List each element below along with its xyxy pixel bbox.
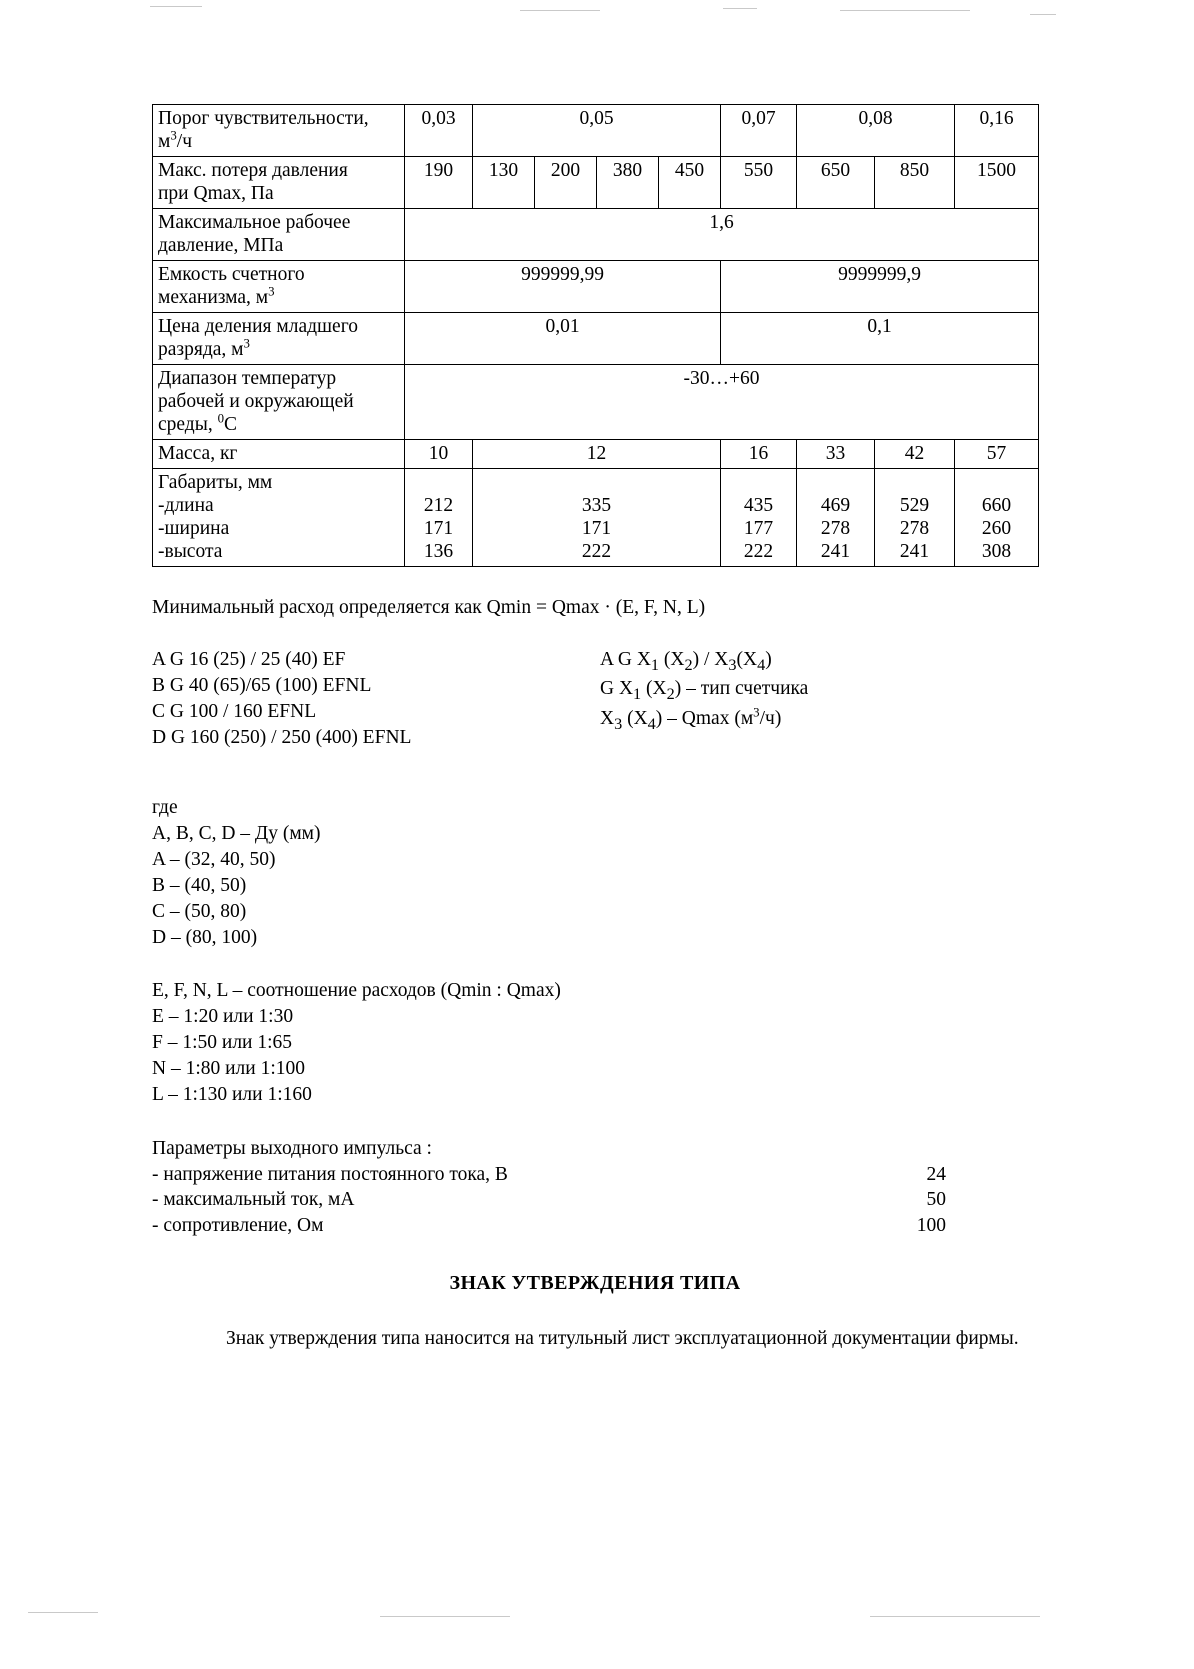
table-cell: 1,6: [405, 209, 1039, 261]
dim-width: 278: [820, 518, 851, 539]
table-cell-dimensions: [955, 469, 1039, 567]
flow-ratio-block: [152, 978, 1038, 1108]
subscript: 1: [650, 655, 660, 674]
dim-length: 469: [820, 495, 851, 516]
note-min-flow: Минимальный расход определяется как Qmin = Qmax · (E, F, N, L): [152, 597, 706, 618]
label-line: С: [224, 414, 238, 435]
table-cell: 200: [535, 157, 597, 209]
superscript: 0: [217, 411, 225, 426]
dim-width: 278: [899, 518, 930, 539]
txt: ) – тип счетчика: [674, 678, 809, 700]
approval-paragraph: Знак утверждения типа наносится на титульный лист эксплуатационной документации фирмы.: [226, 1328, 1019, 1350]
pulse-param-row: [152, 1162, 1038, 1188]
scan-artifact: [723, 8, 757, 9]
table-cell: 12: [473, 440, 721, 469]
label-line: рабочей и окружающей: [158, 391, 354, 412]
code-line-a: A G 16 (25) / 25 (40) EF: [152, 648, 346, 670]
superscript: 3: [243, 336, 250, 351]
table-cell: 550: [721, 157, 797, 209]
txt: (X: [659, 648, 685, 670]
dim-width: 177: [743, 518, 774, 539]
label-line: Максимальное рабочее: [158, 212, 351, 233]
dim-length: 335: [581, 495, 612, 516]
dim-height: 308: [981, 541, 1012, 562]
code-designation-block: [152, 647, 1038, 769]
table-cell: 999999,99: [405, 261, 721, 313]
label-line: Макс. потеря давления: [158, 160, 348, 181]
label-line: разряда, м: [158, 339, 244, 360]
table-cell: 130: [473, 157, 535, 209]
where-line-abcd: A, B, C, D – Ду (мм): [152, 822, 321, 844]
pulse-param-row: [152, 1187, 1038, 1213]
txt: (X: [641, 678, 667, 700]
subscript: 2: [666, 685, 675, 704]
label-line: механизма, м: [158, 287, 269, 308]
subscript: 1: [633, 685, 642, 704]
label-line: м: [158, 131, 171, 152]
txt: (X: [622, 707, 648, 729]
row-label-dimensions: [153, 469, 405, 567]
subscript: 4: [647, 714, 656, 733]
row-label-pressure-loss: [153, 157, 405, 209]
code-line-d: D G 160 (250) / 250 (400) EFNL: [152, 726, 412, 748]
table-cell-dimensions: [721, 469, 797, 567]
legend-line-meter-type: [600, 676, 1030, 706]
label-line: -ширина: [158, 518, 230, 539]
page-content: [152, 104, 1038, 1354]
subscript: 2: [684, 655, 693, 674]
dim-height: 241: [820, 541, 851, 562]
dim-width: 171: [581, 518, 612, 539]
label-line: Габариты, мм: [158, 472, 273, 493]
pulse-parameters-title: Параметры выходного импульса :: [152, 1138, 432, 1160]
ratio-heading: E, F, N, L – соотношение расходов (Qmin : Qmax): [152, 980, 561, 1002]
where-line-d: D – (80, 100): [152, 926, 258, 948]
label-line: Цена деления младшего: [158, 316, 358, 337]
ratio-line-f: F – 1:50 или 1:65: [152, 1032, 293, 1054]
table-row: [153, 157, 1039, 209]
row-label-division-value: [153, 313, 405, 365]
dim-height: 222: [743, 541, 774, 562]
table-row: [153, 365, 1039, 440]
scan-artifact: [150, 6, 202, 7]
superscript: 3: [170, 128, 177, 143]
label-line: при Qmax, Па: [158, 183, 274, 204]
table-cell: 450: [659, 157, 721, 209]
label-line: -высота: [158, 541, 223, 562]
dim-length: 212: [423, 495, 454, 516]
section-heading-approval-mark: ЗНАК УТВЕРЖДЕНИЯ ТИПА: [449, 1272, 741, 1295]
pulse-param-value: 50: [926, 1189, 946, 1211]
table-cell: 0,16: [955, 105, 1039, 157]
superscript: 3: [753, 705, 760, 720]
table-row: [153, 440, 1039, 469]
pulse-param-value: 24: [926, 1163, 946, 1185]
specifications-table: [152, 104, 1039, 567]
table-cell-dimensions: [797, 469, 875, 567]
table-cell: 0,08: [797, 105, 955, 157]
table-cell: 0,01: [405, 313, 721, 365]
table-cell: 42: [875, 440, 955, 469]
label-line: среды,: [158, 414, 218, 435]
row-label-temperature-range: [153, 365, 405, 440]
dim-height: 222: [581, 541, 612, 562]
table-cell-dimensions: [473, 469, 721, 567]
row-label-counter-capacity: [153, 261, 405, 313]
table-cell: 57: [955, 440, 1039, 469]
txt: ): [765, 648, 772, 670]
table-cell: -30…+60: [405, 365, 1039, 440]
dim-length: 529: [899, 495, 930, 516]
dim-length: 660: [981, 495, 1012, 516]
code-legend-right: [600, 647, 1030, 736]
table-cell: 380: [597, 157, 659, 209]
label-line: Порог чувствительности,: [158, 108, 369, 129]
txt: (X: [736, 648, 758, 670]
where-line-c: C – (50, 80): [152, 900, 247, 922]
code-line-b: B G 40 (65)/65 (100) EFNL: [152, 674, 372, 696]
dim-width: 260: [981, 518, 1012, 539]
where-line-a: A – (32, 40, 50): [152, 848, 276, 870]
legend-line-qmax: [600, 706, 1030, 736]
table-cell-dimensions: [405, 469, 473, 567]
table-cell: 0,03: [405, 105, 473, 157]
table-cell: 33: [797, 440, 875, 469]
pulse-param-label: - напряжение питания постоянного тока, В: [152, 1163, 508, 1185]
where-block: [152, 795, 1038, 951]
dim-width: 171: [423, 518, 454, 539]
pulse-param-label: - сопротивление, Ом: [152, 1214, 324, 1236]
dim-height: 136: [423, 541, 454, 562]
label-line: Емкость счетного: [158, 264, 305, 285]
legend-line-format: [600, 647, 1030, 677]
code-list-left: [152, 647, 592, 751]
subscript: 3: [728, 655, 737, 674]
row-label-max-pressure: [153, 209, 405, 261]
ratio-line-l: L – 1:130 или 1:160: [152, 1084, 312, 1106]
superscript: 3: [268, 284, 275, 299]
where-label: где: [152, 796, 178, 818]
pulse-param-row: [152, 1213, 1038, 1239]
label-line: /ч: [176, 131, 193, 152]
scan-artifact: [28, 1612, 98, 1613]
ratio-line-e: E – 1:20 или 1:30: [152, 1006, 294, 1028]
pulse-param-label: - максимальный ток, мА: [152, 1189, 355, 1211]
pulse-param-value: 100: [916, 1214, 946, 1236]
table-row-dimensions: [153, 469, 1039, 567]
ratio-line-n: N – 1:80 или 1:100: [152, 1058, 306, 1080]
table-cell: 0,07: [721, 105, 797, 157]
dim-length: 435: [743, 495, 774, 516]
table-row: [153, 209, 1039, 261]
scan-artifact: [840, 10, 970, 11]
table-cell-dimensions: [875, 469, 955, 567]
table-row: [153, 261, 1039, 313]
table-cell: 650: [797, 157, 875, 209]
txt: ) / X: [692, 648, 729, 670]
scan-artifact: [380, 1616, 510, 1617]
table-row: [153, 105, 1039, 157]
table-cell: 0,1: [721, 313, 1039, 365]
table-cell: 190: [405, 157, 473, 209]
dim-height: 241: [899, 541, 930, 562]
txt: /ч): [759, 707, 782, 729]
table-cell: 850: [875, 157, 955, 209]
label-line: Диапазон температур: [158, 368, 337, 389]
label-line: -длина: [158, 495, 214, 516]
table-cell: 9999999,9: [721, 261, 1039, 313]
label-line: давление, МПа: [158, 235, 284, 256]
subscript: 3: [614, 714, 623, 733]
table-cell: 10: [405, 440, 473, 469]
row-label-threshold: [153, 105, 405, 157]
scan-artifact: [520, 10, 600, 11]
subscript: 4: [757, 655, 766, 674]
txt: A G X: [600, 648, 651, 670]
pulse-parameters-block: [152, 1136, 1038, 1238]
table-cell: 0,05: [473, 105, 721, 157]
row-label-mass: Масса, кг: [153, 440, 405, 469]
scan-artifact: [870, 1616, 1040, 1617]
where-line-b: B – (40, 50): [152, 874, 247, 896]
txt: ) – Qmax (м: [655, 707, 754, 729]
code-line-c: C G 100 / 160 EFNL: [152, 700, 317, 722]
table-row: [153, 313, 1039, 365]
scan-artifact: [1030, 14, 1056, 15]
table-cell: 16: [721, 440, 797, 469]
txt: G X: [600, 678, 634, 700]
txt: X: [600, 707, 615, 729]
table-cell: 1500: [955, 157, 1039, 209]
